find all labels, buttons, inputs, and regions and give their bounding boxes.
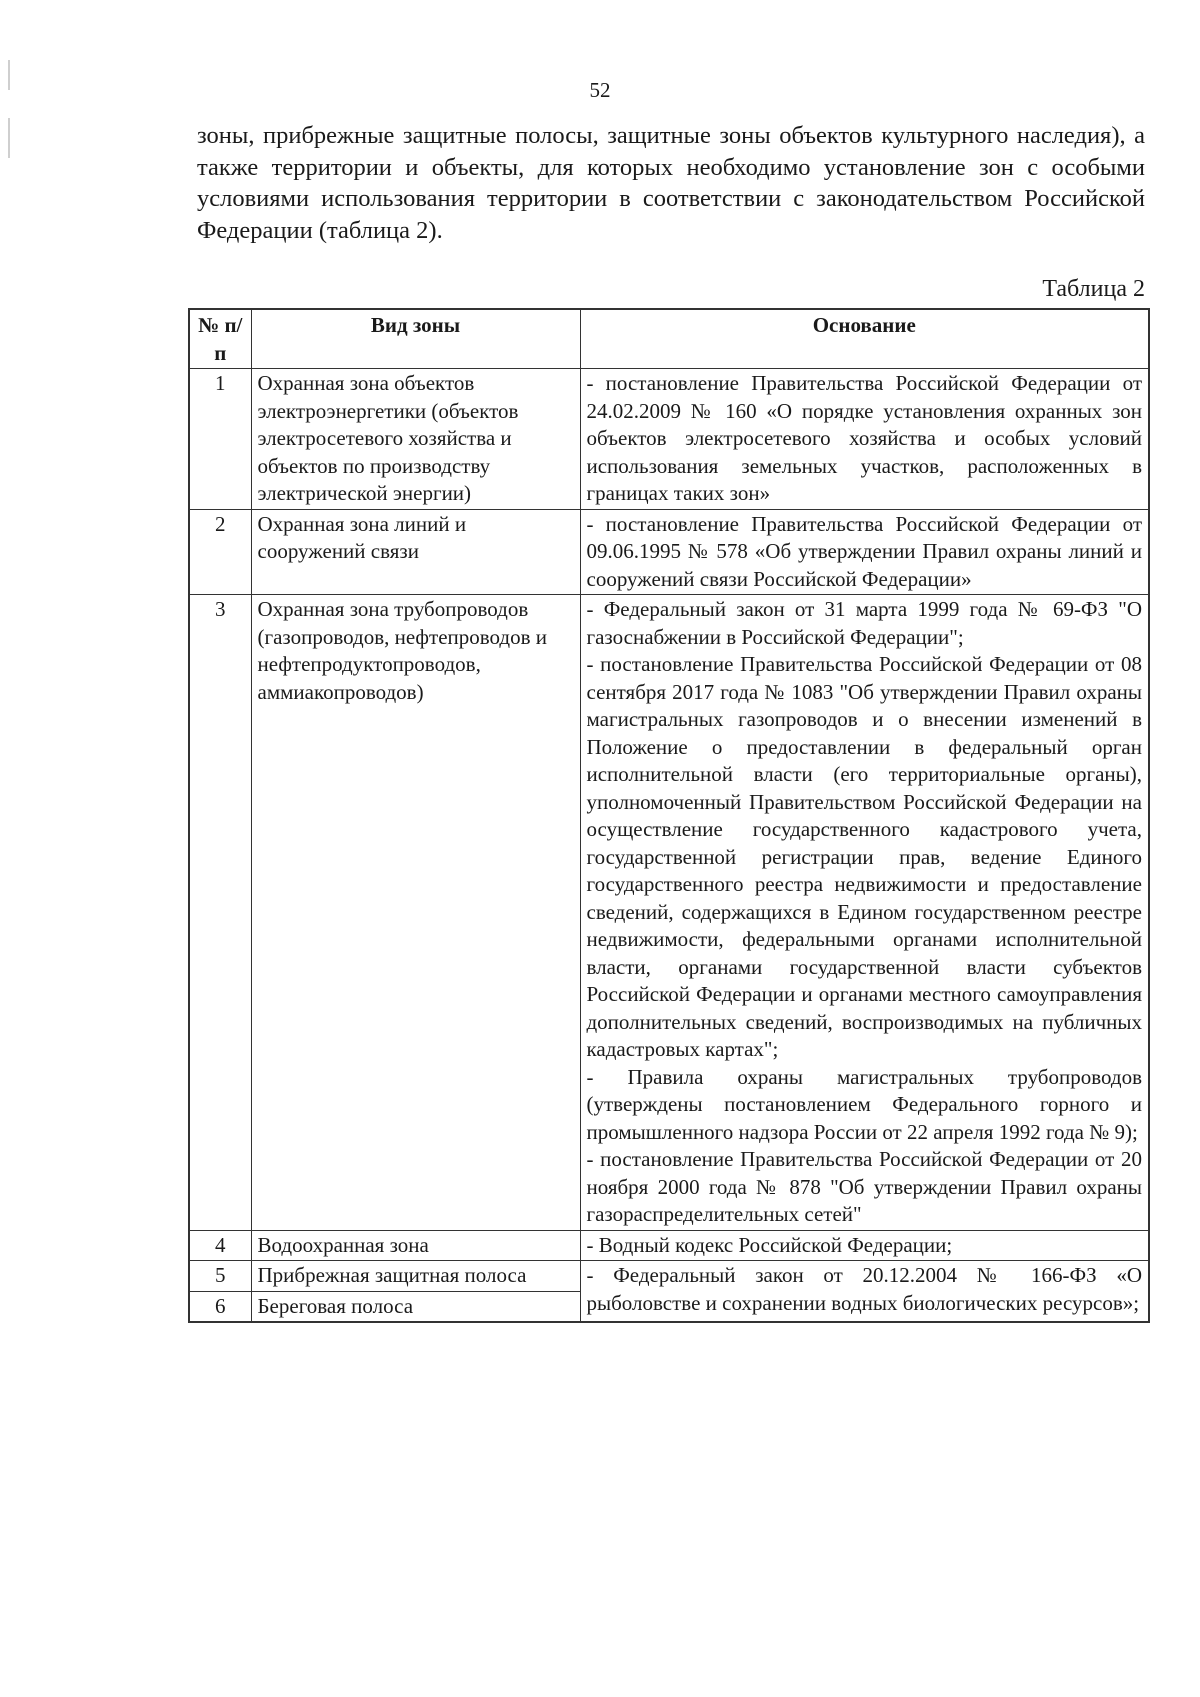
zone-type-cell: Береговая полоса xyxy=(251,1291,580,1322)
row-num: 6 xyxy=(189,1291,251,1322)
basis-item: - Водный кодекс Российской Федерации; xyxy=(586,1232,953,1257)
basis-cell xyxy=(580,369,1149,510)
header-zone-type: Вид зоны xyxy=(251,309,580,369)
basis-item: - Правила охраны магистральных трубопроводов (утверждены постановлением Федерального горного и промышленного надзора России от 22 апреля 1992 года № 9); xyxy=(586,1064,1142,1144)
basis-cell xyxy=(580,1230,1149,1261)
intro-paragraph: зоны, прибрежные защитные полосы, защитные зоны объектов культурного наследия), а также территории и объекты, для которых необходимо установление зон с особыми условиями использования территории в соответствии с законодательством Российской Федерации (таблица 2). xyxy=(197,122,1145,244)
basis-item: - постановление Правительства Российской Федерации от 24.02.2009 № 160 «О порядке установления охранных зон объектов электросетевого хозяйства и особых условий использования земельных участков, расположенных в границах таких зон» xyxy=(586,371,1142,505)
table-caption: Таблица 2 xyxy=(1042,276,1145,302)
table-header-row xyxy=(189,309,1149,369)
zone-type-cell: Охранная зона трубопроводов (газопроводов, нефтепроводов и нефтепродуктопроводов, аммиакопроводов) xyxy=(251,595,580,1231)
row-num: 2 xyxy=(189,509,251,595)
header-num: № п/п xyxy=(189,309,251,369)
row-num: 1 xyxy=(189,369,251,510)
table-row xyxy=(189,509,1149,595)
basis-cell xyxy=(580,595,1149,1231)
basis-item: - постановление Правительства Российской Федерации от 08 сентября 2017 года № 1083 "Об утверждении Правил охраны магистральных газопроводов и о внесении изменений в Положение о предоставлении в федеральный орган исполнительной власти (его территориальные органы), уполномоченный Правительством Российской Федерации на осуществление государственного кадастрового учета, государственной регистрации прав, ведение Единого государственного реестра недвижимости и предоставление сведений, содержащихся в Едином государственном реестре недвижимости, федеральными органами исполнительной власти, органами государственной власти субъектов Российской Федерации и органами местного самоуправления дополнительных сведений, воспроизводимых на публичных кадастровых картах"; xyxy=(586,652,1142,1061)
zone-type-cell: Охранная зона объектов электроэнергетики (объектов электросетевого хозяйства и объектов по производству электрической энергии) xyxy=(251,369,580,510)
basis-item: - постановление Правительства Российской Федерации от 09.06.1995 № 578 «Об утверждении Правил охраны линий и сооружений связи Российской Федерации» xyxy=(586,511,1142,591)
zone-type-cell: Водоохранная зона xyxy=(251,1230,580,1261)
scan-edge-mark xyxy=(8,118,10,158)
table-row xyxy=(189,1230,1149,1261)
basis-item: - постановление Правительства Российской Федерации от 20 ноября 2000 года № 878 "Об утверждении Правил охраны газораспределительных сетей" xyxy=(586,1147,1142,1226)
basis-cell xyxy=(580,509,1149,595)
basis-item: - Федеральный закон от 31 марта 1999 года № 69-ФЗ "О газоснабжении в Российской Федерации"; xyxy=(586,597,1142,649)
table-row xyxy=(189,595,1149,1231)
basis-cell xyxy=(580,1261,1149,1323)
basis-item: - Федеральный закон от 20.12.2004 № 166-ФЗ «О рыболовстве и сохранении водных биологических ресурсов»; xyxy=(586,1263,1142,1315)
row-num: 5 xyxy=(189,1261,251,1292)
header-basis: Основание xyxy=(580,309,1149,369)
page-number: 52 xyxy=(589,78,611,102)
table-row xyxy=(189,369,1149,510)
zone-type-cell: Охранная зона линий и сооружений связи xyxy=(251,509,580,595)
zones-table xyxy=(188,308,1150,1323)
table-row xyxy=(189,1261,1149,1292)
row-num: 3 xyxy=(189,595,251,1231)
row-num: 4 xyxy=(189,1230,251,1261)
zone-type-cell: Прибрежная защитная полоса xyxy=(251,1261,580,1292)
